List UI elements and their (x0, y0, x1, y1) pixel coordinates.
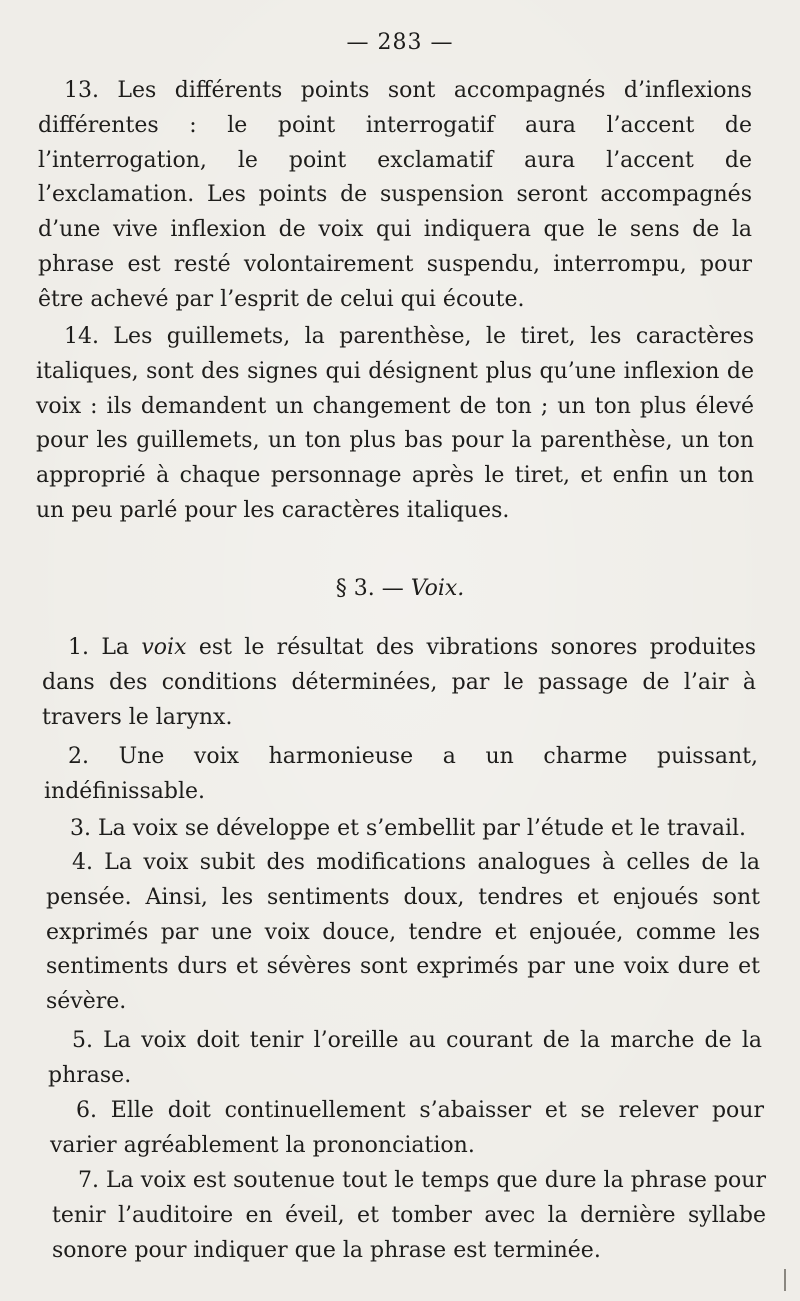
paragraph-1 (42, 631, 756, 735)
paragraph-4: 4. La voix subit des modifications analogues à celles de la pensée. Ainsi, les sentiments doux, tendres et enjoués sont exprimés par une voix douce, tendre et enjouée, comme les sentiments durs et sévères sont exprimés par une voix dure et sévère. (46, 850, 760, 1015)
section-heading (0, 576, 800, 601)
paragraph-14: 14. Les guillemets, la parenthèse, le tiret, les caractères italiques, sont des signes qui désignent plus qu’une inflexion de voix : ils demandent un changement de ton ; un ton plus élevé pour les guillemets, un ton plus bas pour la parenthèse, un ton approprié à chaque personnage après le tiret, et enfin un ton un peu parlé pour les caractères italiques. (36, 324, 754, 523)
paragraph-7: 7. La voix est soutenue tout le temps que dure la phrase pour tenir l’auditoire en éveil, et tomber avec la dernière syllabe sonore pour indiquer que la phrase est terminée. (52, 1168, 766, 1263)
paragraph-1-after: est le résultat des vibrations sonores produites dans des conditions déterminées, par le passage de l’air à travers le larynx. (42, 635, 757, 730)
page-edge-mark (784, 1269, 786, 1291)
section-heading-prefix: § 3. — (335, 576, 411, 601)
paragraph-1-before: 1. La (68, 635, 142, 660)
paragraph-6: 6. Elle doit continuellement s’abaisser et se relever pour varier agréablement la prononciation. (50, 1098, 764, 1158)
paragraph-5: 5. La voix doit tenir l’oreille au courant de la marche de la phrase. (48, 1028, 762, 1088)
paragraph-1-emphasis: voix (141, 635, 187, 660)
paragraph-13: 13. Les différents points sont accompagnés d’inflexions différentes : le point interrogatif aura l’accent de l’interrogation, le point exclamatif aura l’accent de l’exclamation. Les points de suspension seront accompagnés d’une vive inflexion de voix qui indiquera que le sens de la phrase est resté volontairement suspendu, interrompu, pour être achevé par l’esprit de celui qui écoute. (38, 78, 752, 312)
paragraph-2: 2. Une voix harmonieuse a un charme puissant, indéfinissable. (44, 744, 758, 804)
section-heading-title: Voix. (410, 576, 465, 601)
page-number: — 283 — (346, 30, 454, 55)
paragraph-3: 3. La voix se développe et s’embellit par l’étude et le travail. (70, 816, 747, 841)
